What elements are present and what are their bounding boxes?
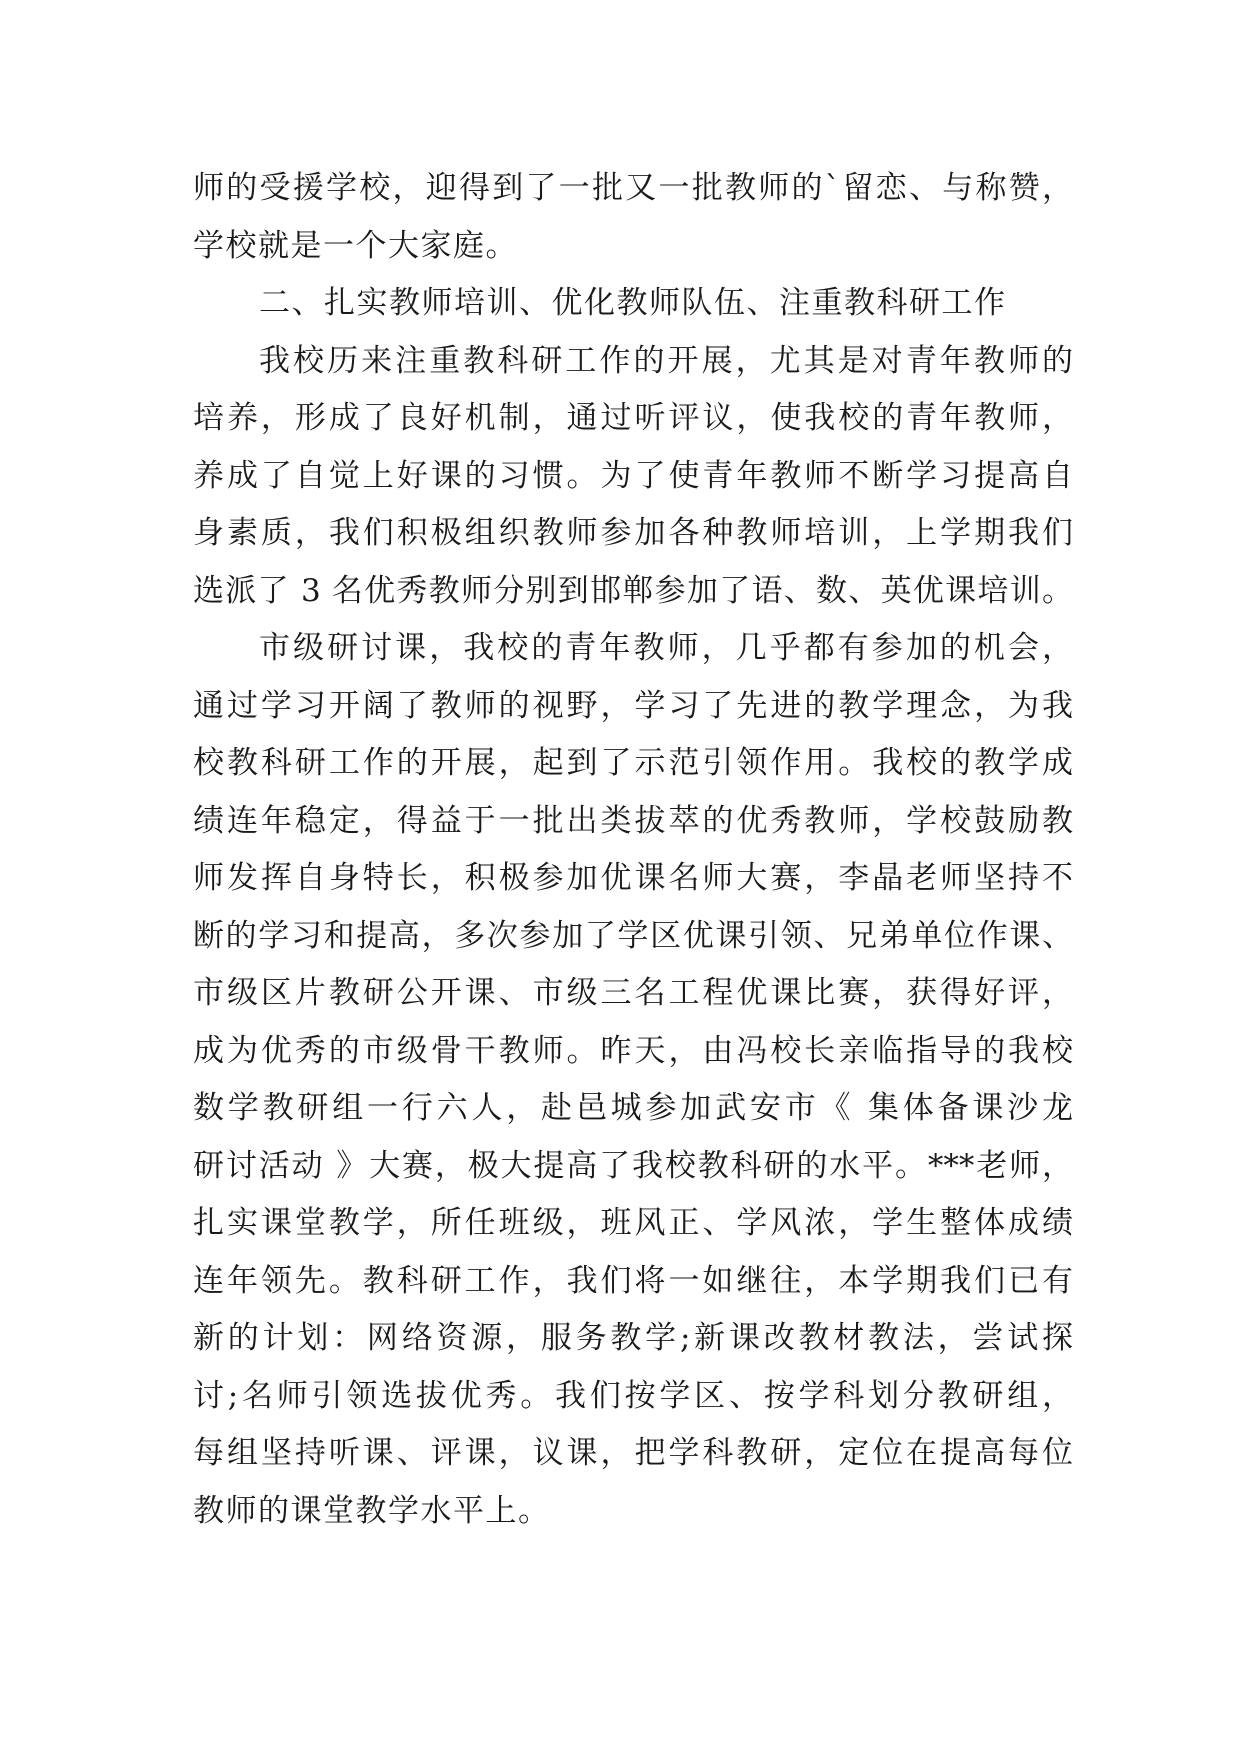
text-line: 教师的课堂教学水平上。 — [193, 1492, 551, 1529]
text-line: 师发挥自身特长，积极参加优课名师大赛，李晶老师坚持不 — [193, 860, 1073, 896]
text-line: 每组坚持听课、评课，议课，把学科教研，定位在提高每位 — [193, 1435, 1073, 1471]
text-line: 成为优秀的市级骨干教师。昨天，由冯校长亲临指导的我校 — [193, 1032, 1073, 1069]
text-line: 通过学习开阔了教师的视野，学习了先进的教学理念，为我 — [193, 687, 1073, 724]
text-line: 校教科研工作的开展，起到了示范引领作用。我校的教学成 — [193, 745, 1073, 781]
text-line: 师的受援学校，迎得到了一批又一批教师的`留恋、与称赞， — [193, 170, 1073, 206]
text-line: 新的计划：网络资源，服务教学;新课改教材教法，尝试探 — [193, 1320, 1073, 1356]
text-line: 市级研讨课，我校的青年教师，几乎都有参加的机会， — [259, 630, 1073, 666]
text-line: 养成了自觉上好课的习惯。为了使青年教师不断学习提高自 — [193, 457, 1073, 494]
text-line: 讨;名师引领选拔优秀。我们按学区、按学科划分教研组， — [193, 1377, 1073, 1414]
document-body — [193, 160, 1073, 1540]
section-heading: 二、扎实教师培训、优化教师队伍、注重教科研工作 — [259, 285, 1007, 321]
text-line: 绩连年稳定，得益于一批出类拔萃的优秀教师，学校鼓励教 — [193, 802, 1073, 839]
text-line: 断的学习和提高，多次参加了学区优课引领、兄弟单位作课、 — [193, 917, 1073, 954]
text-line: 扎实课堂教学，所任班级，班风正、学风浓，学生整体成绩 — [193, 1205, 1073, 1241]
text-line: 身素质，我们积极组织教师参加各种教师培训，上学期我们 — [193, 515, 1073, 551]
text-line: 连年领先。教科研工作，我们将一如继往，本学期我们已有 — [193, 1262, 1073, 1299]
text-line: 市级区片教研公开课、市级三名工程优课比赛，获得好评， — [193, 975, 1073, 1011]
text-line: 培养，形成了良好机制，通过听评议，使我校的青年教师， — [193, 400, 1073, 436]
text-line: 学校就是一个大家庭。 — [193, 227, 518, 264]
text-line: 数学教研组一行六人，赴邑城参加武安市《 集体备课沙龙 — [193, 1090, 1073, 1126]
text-line: 我校历来注重教科研工作的开展，尤其是对青年教师的 — [259, 342, 1073, 379]
text-line: 选派了 3 名优秀教师分别到邯郸参加了语、数、英优课培训。 — [193, 572, 1073, 609]
text-line: 研讨活动 》大赛，极大提高了我校教科研的水平。***老师， — [193, 1147, 1073, 1184]
